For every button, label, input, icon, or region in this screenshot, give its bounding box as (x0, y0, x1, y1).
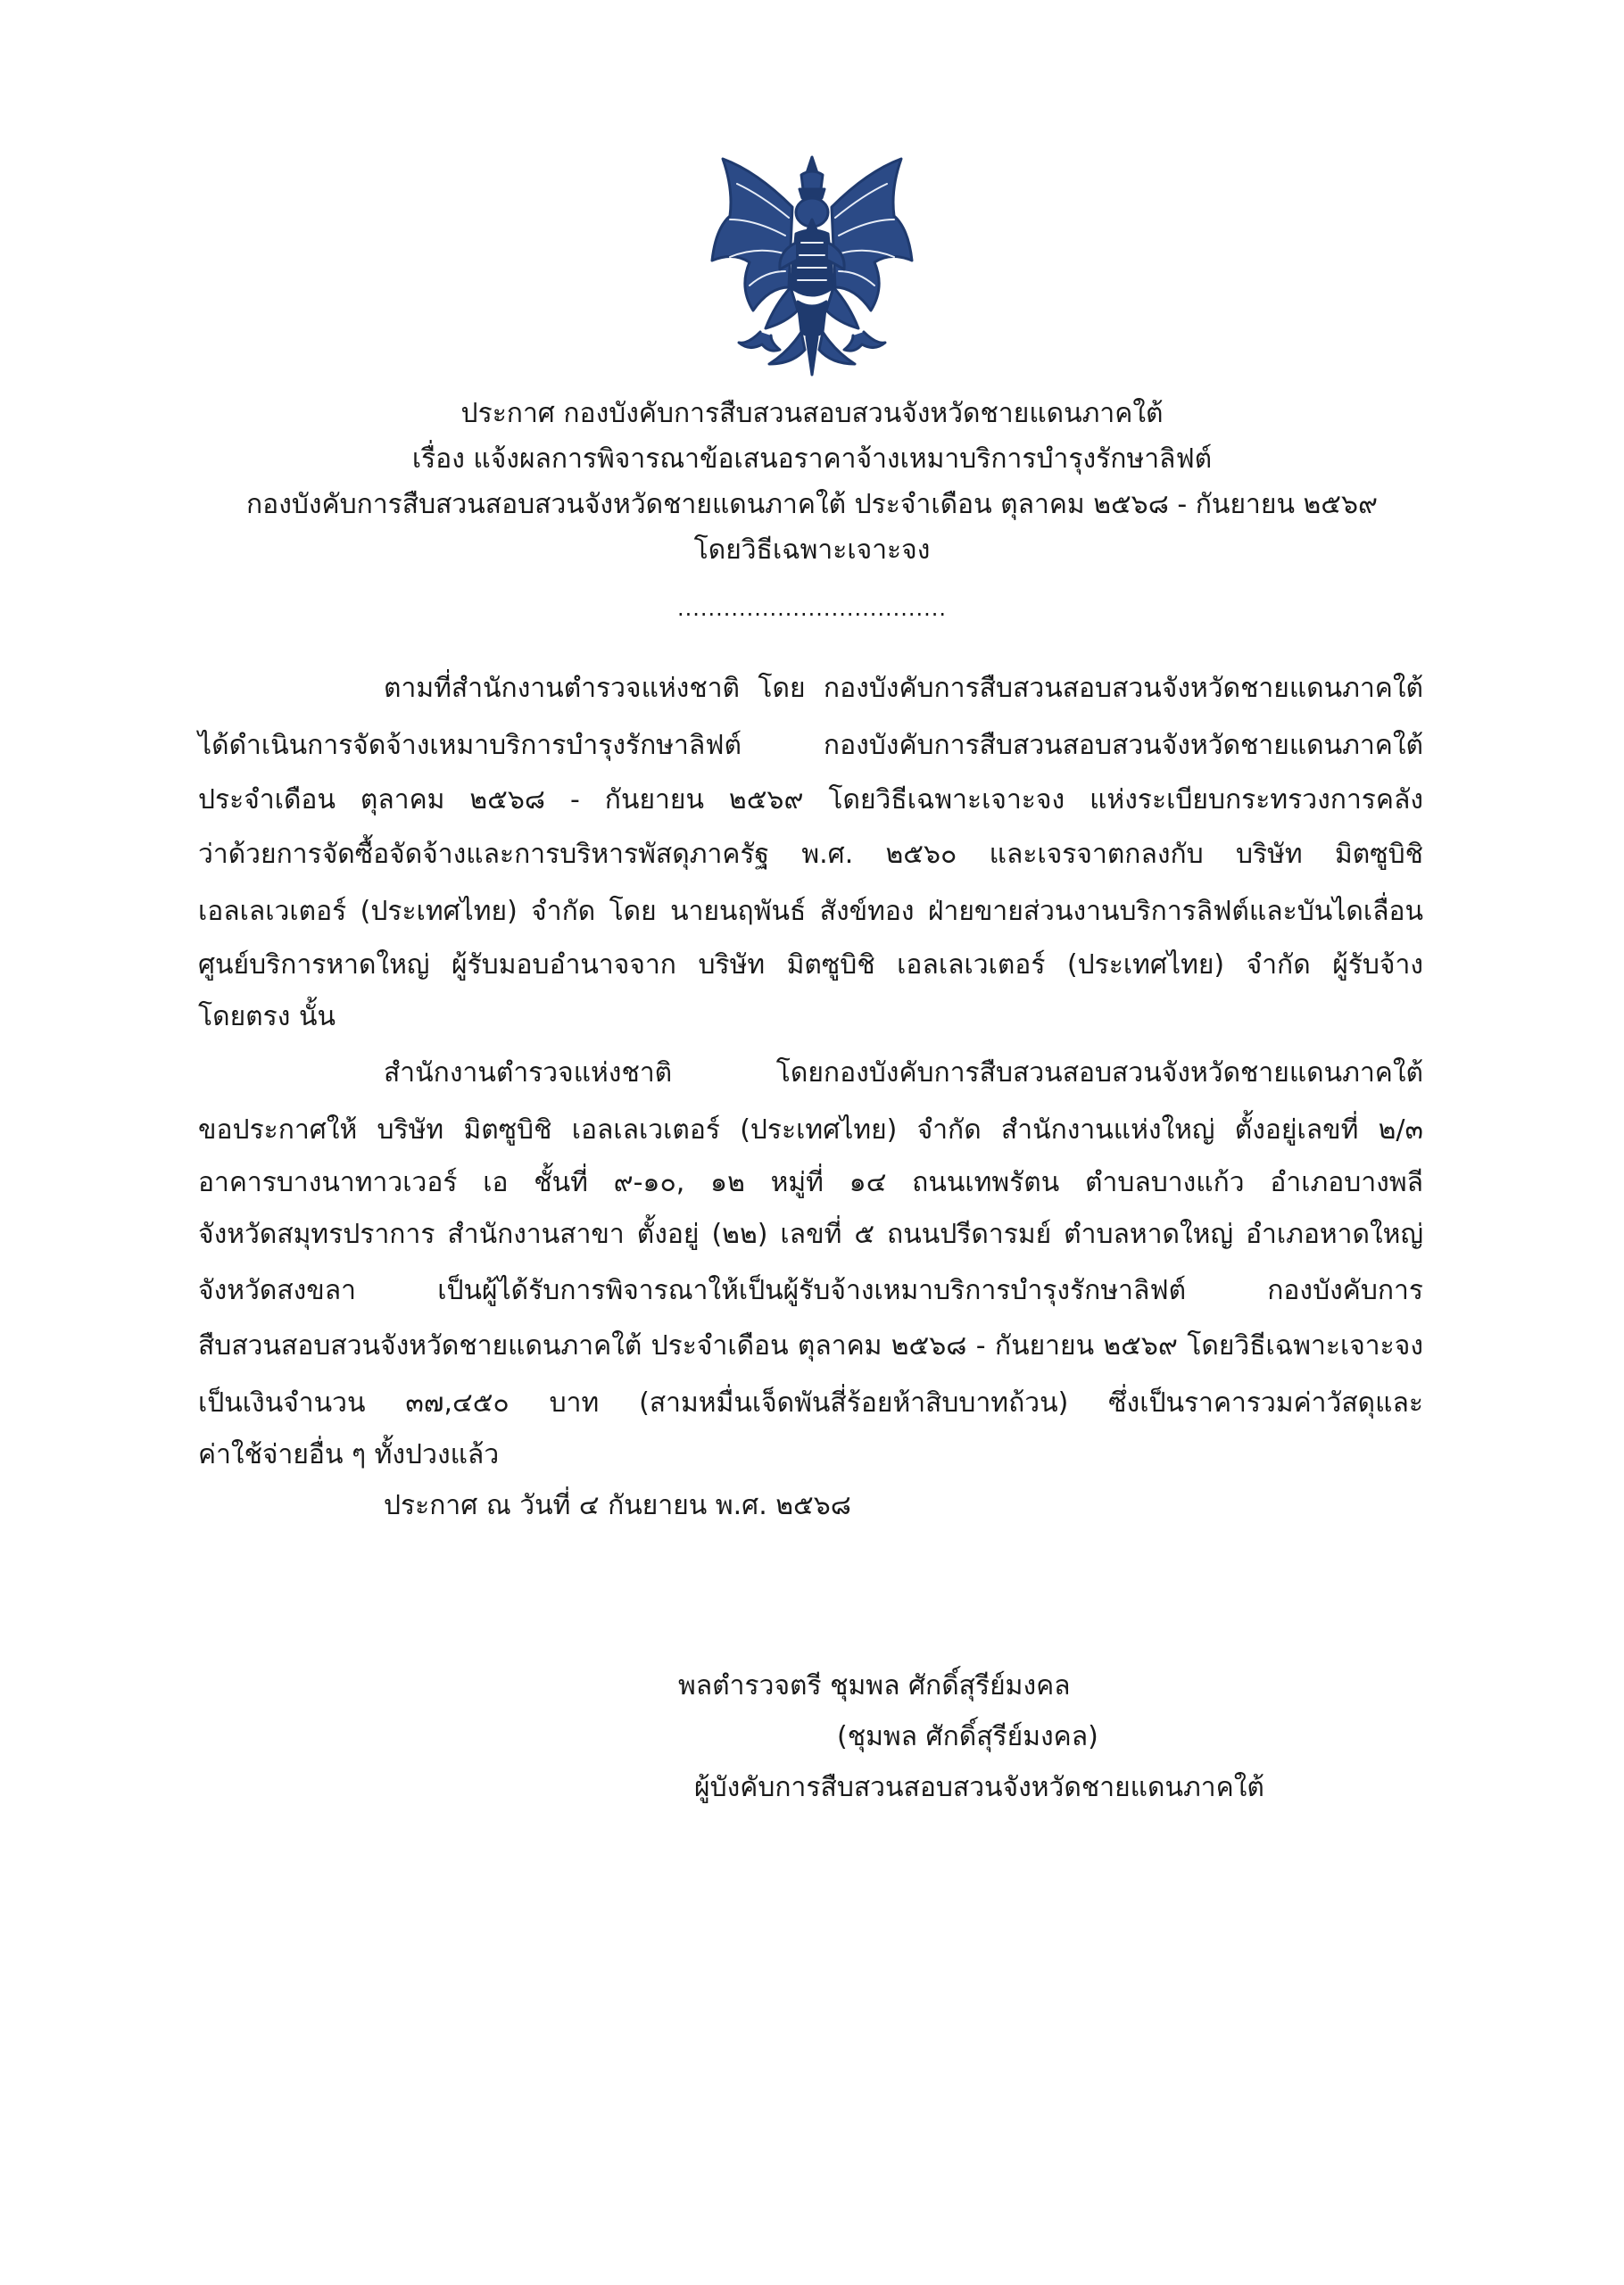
signatory-position: ผู้บังคับการสืบสวนสอบสวนจังหวัดชายแดนภาคใต้ (694, 1772, 1264, 1803)
garuda-emblem-icon (703, 153, 921, 387)
paragraph1-line: ศูนย์บริการหาดใหญ่ ผู้รับมอบอำนาจจาก บริษัท มิตซูบิชิ เอลเลเวเตอร์ (ประเทศไทย) จำกัด ผู้รับจ้าง (198, 949, 1423, 981)
announcement-title: ประกาศ กองบังคับการสืบสวนสอบสวนจังหวัดชายแดนภาคใต้ (460, 398, 1164, 429)
paragraph1-line: ว่าด้วยการจัดซื้อจัดจ้างและการบริหารพัสดุภาครัฐ พ.ศ. ๒๕๖๐ และเจรจาตกลงกับ บริษัท มิตซูบิชิ (198, 839, 1423, 870)
paragraph2-line: จังหวัดสมุทรปราการ สำนักงานสาขา ตั้งอยู่ (๒๒) เลขที่ ๕ ถนนปรีดารมย์ ตำบลหาดใหญ่ อำเภอหาดใหญ่ (198, 1219, 1423, 1250)
paragraph1-line: ประจำเดือน ตุลาคม ๒๕๖๘ - กันยายน ๒๕๖๙ โดยวิธีเฉพาะเจาะจง แห่งระเบียบกระทรวงการคลัง (198, 784, 1423, 815)
paragraph1-line: เอลเลเวเตอร์ (ประเทศไทย) จำกัด โดย นายนฤพันธ์ สังข์ทอง ฝ่ายขายส่วนงานบริการลิฟต์และบันไดเลื่อน (198, 896, 1423, 927)
announcement-date: ประกาศ ณ วันที่ ๔ กันยายน พ.ศ. ๒๕๖๘ (384, 1490, 851, 1521)
announcement-subject-period: กองบังคับการสืบสวนสอบสวนจังหวัดชายแดนภาคใต้ ประจำเดือน ตุลาคม ๒๕๖๘ - กันยายน ๒๕๖๙ (246, 489, 1378, 520)
paragraph2-line: สืบสวนสอบสวนจังหวัดชายแดนภาคใต้ ประจำเดือน ตุลาคม ๒๕๖๘ - กันยายน ๒๕๖๙ โดยวิธีเฉพาะเจาะจง (198, 1330, 1423, 1362)
paragraph1-line: โดยตรง นั้น (198, 1001, 336, 1032)
paragraph1-line: ตามที่สำนักงานตำรวจแห่งชาติ โดย กองบังคับการสืบสวนสอบสวนจังหวัดชายแดนภาคใต้ (384, 673, 1423, 704)
announcement-method: โดยวิธีเฉพาะเจาะจง (693, 534, 931, 566)
paragraph2-line: เป็นเงินจำนวน ๓๗,๔๕๐ บาท (สามหมื่นเจ็ดพันสี่ร้อยห้าสิบบาทถ้วน) ซึ่งเป็นราคารวมค่าวัสดุและ (198, 1387, 1423, 1419)
signatory-rank-name: พลตำรวจตรี ชุมพล ศักดิ์สุรีย์มงคล (678, 1670, 1071, 1701)
paragraph2-line: จังหวัดสงขลา เป็นผู้ได้รับการพิจารณาให้เป็นผู้รับจ้างเหมาบริการบำรุงรักษาลิฟต์ กองบังคับการ (198, 1275, 1423, 1306)
announcement-subject: เรื่อง แจ้งผลการพิจารณาข้อเสนอราคาจ้างเหมาบริการบำรุงรักษาลิฟต์ (411, 443, 1213, 475)
paragraph2-line: ค่าใช้จ่ายอื่น ๆ ทั้งปวงแล้ว (198, 1439, 500, 1470)
paragraph2-line: ขอประกาศให้ บริษัท มิตซูบิชิ เอลเลเวเตอร์ (ประเทศไทย) จำกัด สำนักงานแห่งใหญ่ ตั้งอยู่เลขที่ ๒/๓ (198, 1114, 1423, 1146)
paragraph2-line: สำนักงานตำรวจแห่งชาติ โดยกองบังคับการสืบสวนสอบสวนจังหวัดชายแดนภาคใต้ (384, 1057, 1423, 1089)
paragraph2-line: อาคารบางนาทาวเวอร์ เอ ชั้นที่ ๙-๑๐, ๑๒ หมู่ที่ ๑๔ ถนนเทพรัตน ตำบลบางแก้ว อำเภอบางพลี (198, 1167, 1423, 1198)
paragraph1-line: ได้ดำเนินการจัดจ้างเหมาบริการบำรุงรักษาลิฟต์ กองบังคับการสืบสวนสอบสวนจังหวัดชายแดนภาคใต้ (198, 730, 1423, 761)
signatory-name: (ชุมพล ศักดิ์สุรีย์มงคล) (837, 1721, 1098, 1752)
header-divider: ................................... (676, 596, 947, 621)
